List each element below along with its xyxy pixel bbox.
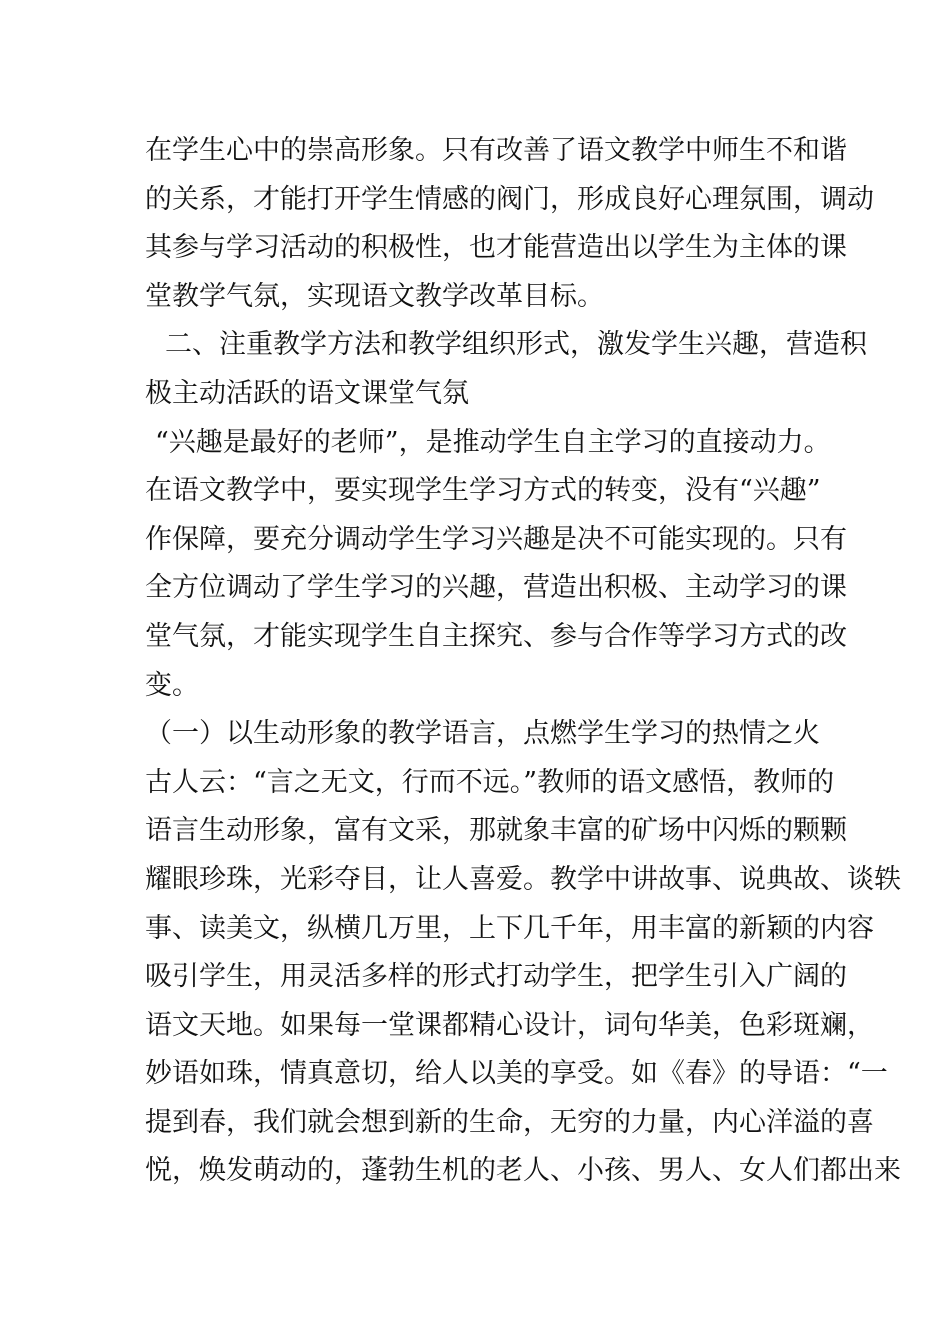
text-line: 事、读美文，纵横几万里，上下几千年，用丰富的新颖的内容 xyxy=(145,912,874,944)
text-line: 耀眼珍珠，光彩夺目，让人喜爱。教学中讲故事、说典故、谈轶 xyxy=(145,863,901,895)
text-line: “兴趣是最好的老师”，是推动学生自主学习的直接动力。 xyxy=(155,426,831,458)
text-line: 作保障，要充分调动学生学习兴趣是决不可能实现的。只有 xyxy=(145,523,847,555)
text-line: 悦，焕发萌动的，蓬勃生机的老人、小孩、男人、女人们都出来 xyxy=(145,1155,901,1187)
text-line: 的关系，才能打开学生情感的阀门，形成良好心理氛围，调动 xyxy=(145,183,874,215)
text-line: 在语文教学中，要实现学生学习方式的转变，没有“兴趣” xyxy=(145,475,821,507)
subsection-heading-line: （一）以生动形象的教学语言，点燃学生学习的热情之火 xyxy=(145,718,820,750)
text-line: 变。 xyxy=(145,669,199,701)
text-line: 在学生心中的崇高形象。只有改善了语文教学中师生不和谐 xyxy=(145,135,847,166)
text-line: 堂教学气氛，实现语文教学改革目标。 xyxy=(145,280,604,312)
text-line: 提到春，我们就会想到新的生命，无穷的力量，内心洋溢的喜 xyxy=(145,1106,874,1138)
text-line: 吸引学生，用灵活多样的形式打动学生，把学生引入广阔的 xyxy=(145,961,847,993)
body-text xyxy=(145,127,901,1196)
text-line: 妙语如珠，情真意切，给人以美的享受。如《春》的导语：“一 xyxy=(145,1058,888,1090)
text-line: 其参与学习活动的积极性，也才能营造出以学生为主体的课 xyxy=(145,232,847,264)
section-heading-line: 二、注重教学方法和教学组织形式，激发学生兴趣，营造积 xyxy=(165,329,867,361)
section-heading-line: 极主动活跃的语文课堂气氛 xyxy=(145,377,469,409)
text-line: 古人云：“言之无文，行而不远。”教师的语文感悟，教师的 xyxy=(145,766,835,798)
text-line: 全方位调动了学生学习的兴趣，营造出积极、主动学习的课 xyxy=(145,572,847,604)
text-line: 语文天地。如果每一堂课都精心设计，词句华美，色彩斑斓， xyxy=(145,1009,874,1041)
text-line: 堂气氛，才能实现学生自主探究、参与合作等学习方式的改 xyxy=(145,620,847,652)
text-line: 语言生动形象，富有文采，那就象丰富的矿场中闪烁的颗颗 xyxy=(145,815,847,847)
